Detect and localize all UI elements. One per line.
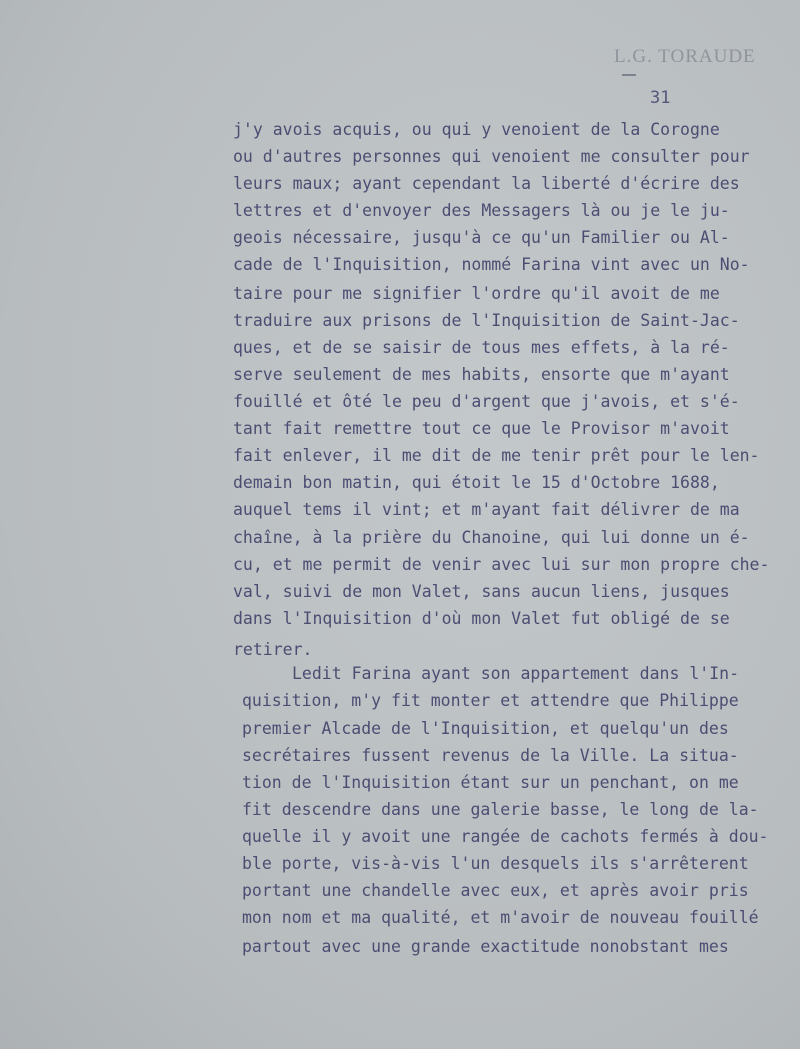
- text-line: tant fait remettre tout ce que le Provisor m'avoit: [233, 419, 730, 438]
- text-line: taire pour me signifier l'ordre qu'il avoit de me: [233, 284, 720, 303]
- text-line: chaîne, à la prière du Chanoine, qui lui donne un é-: [233, 528, 750, 547]
- text-line: demain bon matin, qui étoit le 15 d'Octobre 1688,: [233, 473, 720, 492]
- text-line: fait enlever, il me dit de me tenir prêt pour le len-: [233, 446, 760, 465]
- text-line: dans l'Inquisition d'où mon Valet fut obligé de se: [233, 609, 730, 628]
- text-line: val, suivi de mon Valet, sans aucun liens, jusques: [233, 582, 730, 601]
- text-line: auquel tems il vint; et m'ayant fait délivrer de ma: [233, 500, 740, 519]
- text-line: portant une chandelle avec eux, et après avoir pris: [242, 881, 749, 900]
- text-line: traduire aux prisons de l'Inquisition de Saint-Jac-: [233, 311, 740, 330]
- text-line: mon nom et ma qualité, et m'avoir de nouveau fouillé: [242, 908, 759, 927]
- text-line: ques, et de se saisir de tous mes effets, à la ré-: [233, 338, 730, 357]
- text-line: j'y avois acquis, ou qui y venoient de la Corogne: [233, 120, 720, 139]
- text-line: cade de l'Inquisition, nommé Farina vint avec un No-: [233, 255, 750, 274]
- text-line: ou d'autres personnes qui venoient me consulter pour: [233, 147, 750, 166]
- text-line: lettres et d'envoyer des Messagers là ou je le ju-: [233, 201, 730, 220]
- text-line: tion de l'Inquisition étant sur un penchant, on me: [242, 773, 739, 792]
- owner-stamp: L.G. TORAUDE: [614, 46, 756, 67]
- text-line: fouillé et ôté le peu d'argent que j'avois, et s'é-: [233, 392, 740, 411]
- text-line: retirer.: [233, 640, 313, 659]
- stamp-dash: [622, 74, 636, 76]
- text-line: geois nécessaire, jusqu'à ce qu'un Familier ou Al-: [233, 228, 730, 247]
- text-line: premier Alcade de l'Inquisition, et quelqu'un des: [242, 719, 729, 738]
- text-line: quelle il y avoit une rangée de cachots fermés à dou-: [242, 827, 769, 846]
- text-line: cu, et me permit de venir avec lui sur mon propre che-: [233, 555, 770, 574]
- text-line: serve seulement de mes habits, ensorte que m'ayant: [233, 365, 730, 384]
- text-line: Ledit Farina ayant son appartement dans l'In-: [292, 664, 740, 683]
- page-number: 31: [650, 88, 671, 108]
- text-line: quisition, m'y fit monter et attendre que Philippe: [242, 691, 739, 710]
- text-line: ble porte, vis-à-vis l'un desquels ils s'arrêterent: [242, 854, 749, 873]
- text-line: fit descendre dans une galerie basse, le long de la-: [242, 800, 759, 819]
- text-line: secrétaires fussent revenus de la Ville. La situa-: [242, 746, 739, 765]
- text-line: leurs maux; ayant cependant la liberté d'écrire des: [233, 174, 740, 193]
- text-line: partout avec une grande exactitude nonobstant mes: [242, 937, 729, 956]
